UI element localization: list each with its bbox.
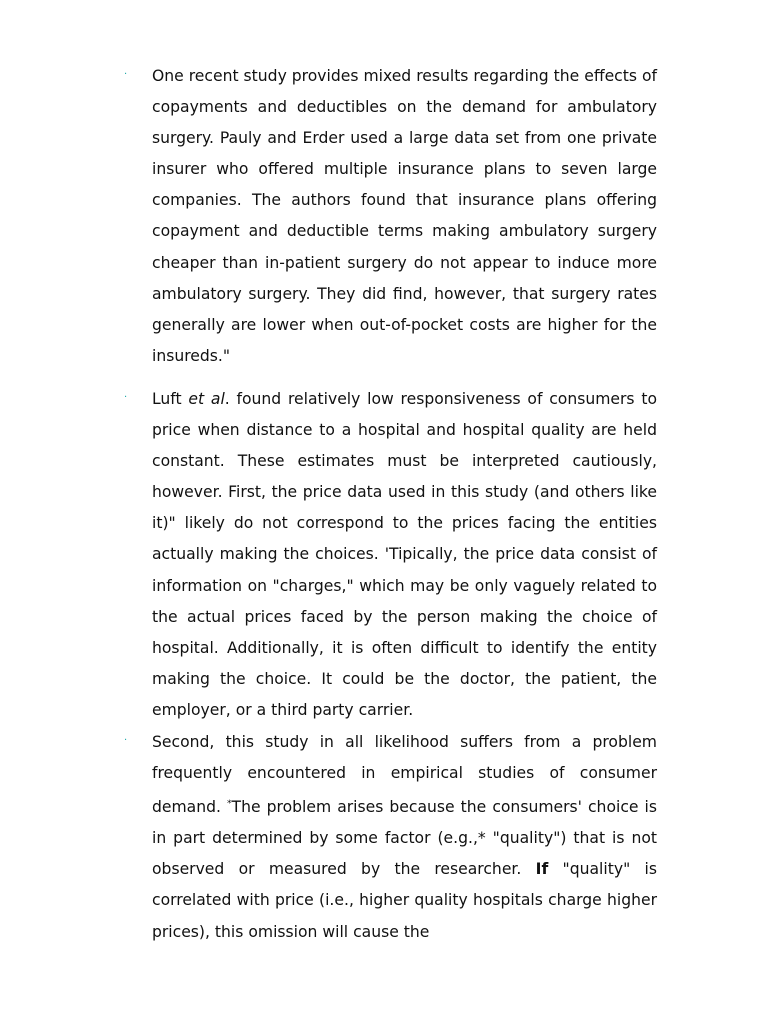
bullet-marker-2: [124, 396, 128, 400]
paragraph-2-rest: . found relatively low responsiveness of consumers to price when distance to a hospital and hospital quality are held constant. These estimates must be interpreted cautiously, however. First, the price data used in this study (and others like it)" likely do not correspond to the prices facing the entities actually making the choices. 'Tipically, the price data consist of information on "charges," which may be only vaguely related to the actual prices faced by the person making the choice of hospital. Additionally, it is often difficult to identify the entity making the choice. It could be the doctor, the patient, the employer, or a third party carrier.: [152, 390, 657, 719]
paragraph-1-text: One recent study provides mixed results regarding the effects of copayments and deductibles on the demand for ambulatory surgery. Pauly and Erder used a large data set from one private insurer who offered multiple insurance plans to seven large companies. The authors found that insurance plans offering copayment and deductible terms making ambulatory surgery cheaper than in-patient surgery do not appear to induce more ambulatory surgery. They did find, however, that surgery rates generally are lower when out-of-pocket costs are higher for the insureds.": [152, 67, 657, 365]
paragraph-3-part2: The problem arises because the consumers' choice is in part determined by some factor (e.g.,* "quality") that is not observed or measured by the researcher.: [152, 798, 657, 879]
paragraph-2-lead: Luft: [152, 390, 189, 408]
paragraph-3-part3: "quality" is correlated with price (i.e., higher quality hospitals charge higher prices), this omission will cause the: [152, 860, 657, 941]
paragraph-2-italic: et al: [188, 390, 225, 408]
paragraph-1: [152, 61, 657, 372]
bullet-marker-3: [124, 739, 128, 743]
footnote-marker: *: [227, 799, 232, 810]
paragraph-3: [152, 727, 657, 948]
paragraph-2: [152, 384, 657, 726]
bullet-marker-1: [124, 73, 128, 77]
paragraph-3-part1: Second, this study in all likelihood suffers from a problem frequently encountered in empirical studies of consumer demand.: [152, 733, 657, 817]
paragraph-3-bold: If: [535, 860, 549, 879]
